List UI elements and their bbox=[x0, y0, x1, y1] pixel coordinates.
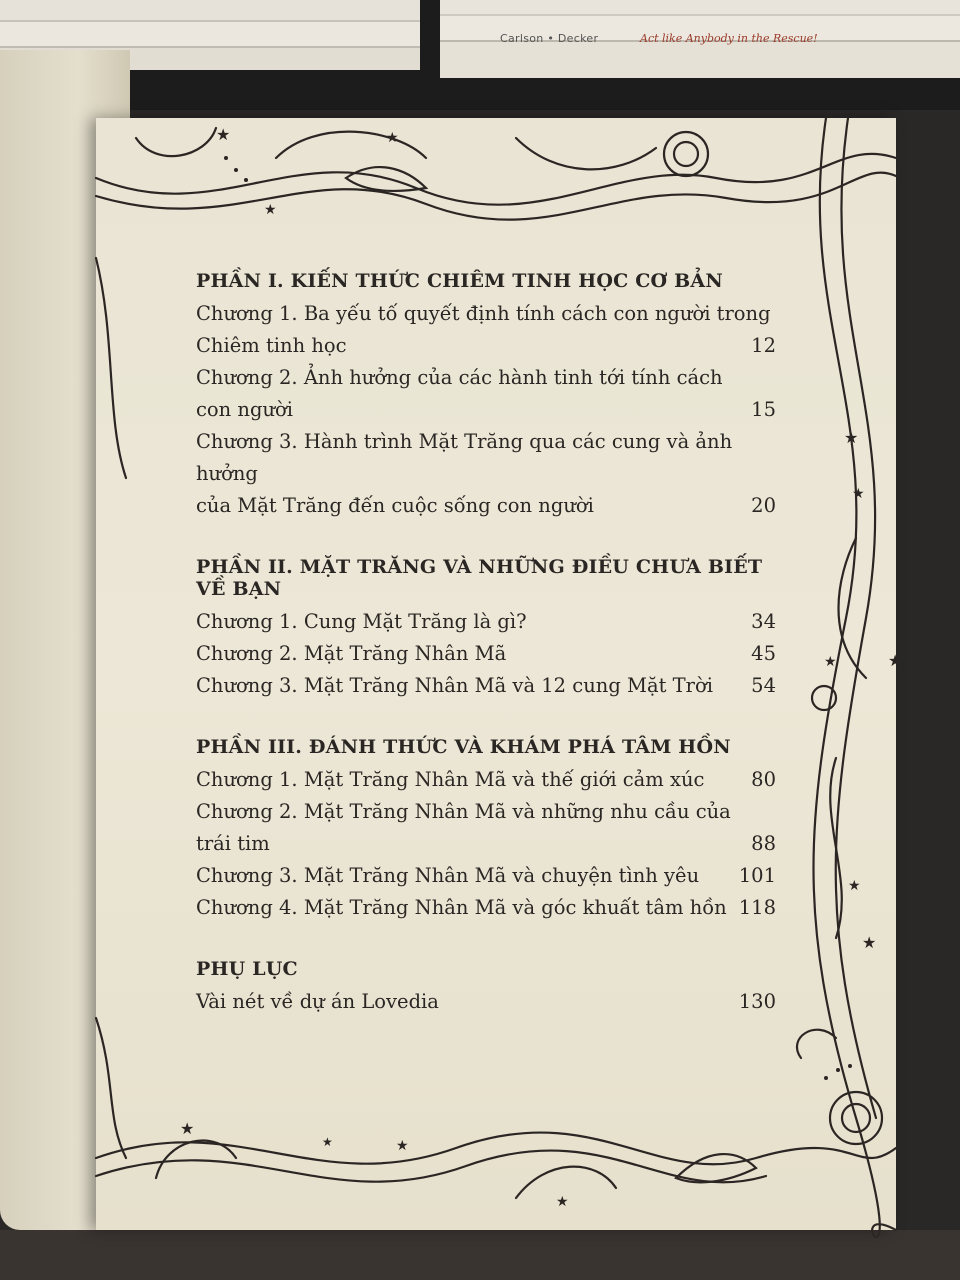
page-number: 15 bbox=[751, 398, 776, 421]
toc-entry bbox=[196, 986, 776, 1018]
toc-entry bbox=[196, 362, 776, 426]
section-title: PHỤ LỤC bbox=[196, 958, 298, 980]
toc-entry bbox=[196, 764, 776, 796]
page-number: 88 bbox=[751, 832, 776, 855]
page-number: 34 bbox=[751, 610, 776, 633]
svg-text:★: ★ bbox=[862, 933, 877, 952]
section-title: PHẦN II. MẶT TRĂNG VÀ NHỮNG ĐIỀU CHƯA BIẾT VỀ BẠN bbox=[196, 556, 763, 600]
svg-text:★: ★ bbox=[180, 1119, 195, 1138]
entry-title: Chương 1. Ba yếu tố quyết định tính cách con người trong bbox=[196, 302, 771, 325]
svg-text:★: ★ bbox=[322, 1135, 333, 1149]
page-number: 118 bbox=[738, 896, 776, 919]
entry-title: Chương 4. Mặt Trăng Nhân Mã và góc khuất tâm hồn bbox=[196, 896, 727, 919]
page-number: 12 bbox=[751, 334, 776, 357]
svg-text:★: ★ bbox=[824, 654, 837, 670]
table-of-contents bbox=[196, 270, 776, 1052]
svg-text:★: ★ bbox=[844, 428, 859, 447]
toc-entry bbox=[196, 670, 776, 702]
svg-text:★: ★ bbox=[848, 878, 861, 894]
entry-title: Chương 1. Mặt Trăng Nhân Mã và thế giới cảm xúc bbox=[196, 768, 705, 791]
svg-text:★: ★ bbox=[264, 202, 277, 218]
toc-section bbox=[196, 736, 776, 924]
toc-entry bbox=[196, 426, 776, 522]
toc-entry bbox=[196, 796, 776, 860]
toc-entry bbox=[196, 606, 776, 638]
book-spine-authors: Carlson • Decker bbox=[500, 32, 599, 45]
entry-title: Chương 3. Hành trình Mặt Trăng qua các cung và ảnh hưởng bbox=[196, 430, 733, 485]
svg-text:★: ★ bbox=[556, 1194, 569, 1210]
svg-text:★: ★ bbox=[386, 130, 399, 146]
toc-entry bbox=[196, 892, 776, 924]
entry-title: Chương 1. Cung Mặt Trăng là gì? bbox=[196, 610, 527, 633]
section-title: PHẦN I. KIẾN THỨC CHIÊM TINH HỌC CƠ BẢN bbox=[196, 270, 723, 292]
entry-title-cont: của Mặt Trăng đến cuộc sống con người bbox=[196, 494, 594, 517]
page-number: 45 bbox=[751, 642, 776, 665]
entry-title: Chương 3. Mặt Trăng Nhân Mã và 12 cung Mặt Trời bbox=[196, 674, 713, 697]
toc-entry bbox=[196, 298, 776, 362]
entry-title-cont: con người bbox=[196, 398, 293, 421]
page-number: 54 bbox=[751, 674, 776, 697]
entry-title: Chương 2. Mặt Trăng Nhân Mã bbox=[196, 642, 507, 665]
toc-section bbox=[196, 556, 776, 702]
entry-title-cont: Chiêm tinh học bbox=[196, 334, 347, 357]
svg-text:★: ★ bbox=[888, 651, 903, 670]
entry-title: Vài nét về dự án Lovedia bbox=[196, 990, 439, 1013]
section-title: PHẦN III. ĐÁNH THỨC VÀ KHÁM PHÁ TÂM HỒN bbox=[196, 736, 731, 758]
toc-entry bbox=[196, 638, 776, 670]
toc-section bbox=[196, 958, 776, 1018]
svg-text:★: ★ bbox=[216, 125, 231, 144]
toc-entry bbox=[196, 860, 776, 892]
svg-text:★: ★ bbox=[852, 486, 865, 502]
svg-text:★: ★ bbox=[396, 1138, 409, 1154]
entry-title-cont: trái tim bbox=[196, 832, 270, 855]
page-number: 80 bbox=[751, 768, 776, 791]
entry-title: Chương 3. Mặt Trăng Nhân Mã và chuyện tình yêu bbox=[196, 864, 700, 887]
entry-title: Chương 2. Ảnh hưởng của các hành tinh tới tính cách bbox=[196, 366, 723, 389]
book-spine-title: Act like Anybody in the Rescue! bbox=[640, 32, 818, 45]
desk-surface bbox=[0, 1230, 960, 1280]
toc-section bbox=[196, 270, 776, 522]
book-page bbox=[96, 118, 903, 1230]
page-number: 20 bbox=[751, 494, 776, 517]
page-number: 101 bbox=[738, 864, 776, 887]
page-number: 130 bbox=[738, 990, 776, 1013]
entry-title: Chương 2. Mặt Trăng Nhân Mã và những nhu cầu của bbox=[196, 800, 731, 823]
